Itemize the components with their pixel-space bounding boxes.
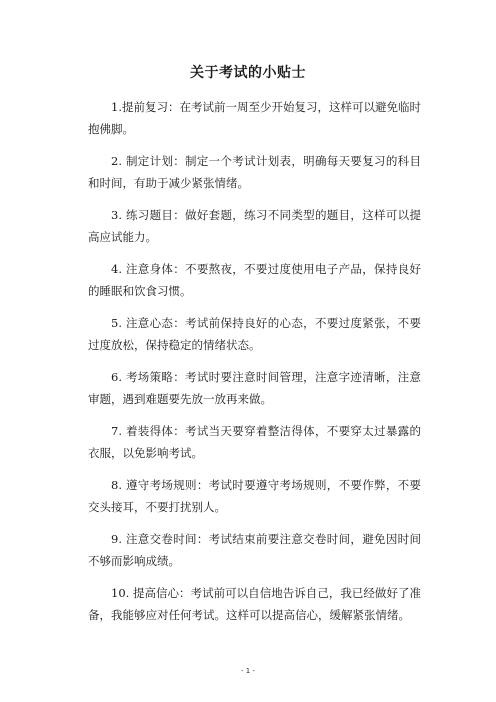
tips-list	[88, 96, 421, 636]
tip-item-4: 4. 注意身体：不要熬夜，不要过度使用电子产品，保持良好的睡眠和饮食习惯。	[88, 262, 421, 298]
tip-item-3: 3. 练习题目：做好套题，练习不同类型的题目，这样可以提高应试能力。	[88, 208, 421, 244]
tip-item-7: 7. 着装得体：考试当天要穿着整洁得体，不要穿太过暴露的衣服，以免影响考试。	[88, 424, 421, 460]
tip-item-6: 6. 考场策略：考试时要注意时间管理，注意字迹清晰，注意审题，遇到难题要先放一放再来做。	[88, 370, 421, 406]
tip-item-9: 9. 注意交卷时间：考试结束前要注意交卷时间，避免因时间不够而影响成绩。	[88, 532, 421, 568]
tip-item-1: 1.提前复习：在考试前一周至少开始复习，这样可以避免临时抱佛脚。	[88, 100, 421, 136]
document-title: 关于考试的小贴士	[190, 65, 306, 81]
page-number: - 1 -	[241, 667, 255, 675]
tip-item-5: 5. 注意心态：考试前保持良好的心态，不要过度紧张，不要过度放松，保持稳定的情绪状态。	[88, 316, 421, 352]
tip-item-10: 10. 提高信心：考试前可以自信地告诉自己，我已经做好了准备，我能够应对任何考试。这样可以提高信心，缓解紧张情绪。	[88, 586, 421, 622]
tip-item-8: 8. 遵守考场规则：考试时要遵守考场规则，不要作弊，不要交头接耳，不要打扰别人。	[88, 478, 421, 514]
tip-item-2: 2. 制定计划：制定一个考试计划表，明确每天要复习的科目和时间，有助于减少紧张情绪。	[88, 154, 421, 190]
